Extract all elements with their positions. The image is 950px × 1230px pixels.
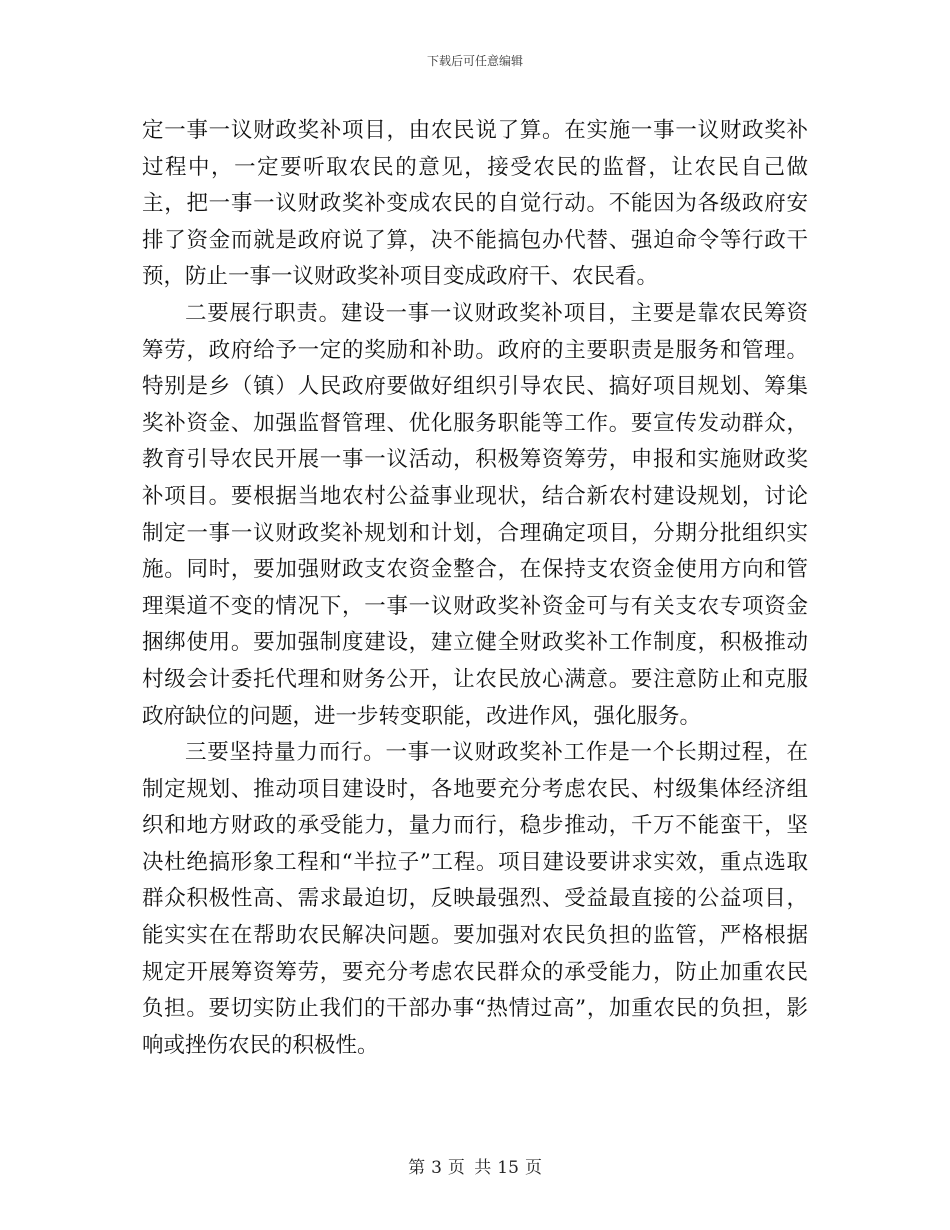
- footer-total-pages: 15: [497, 1158, 519, 1178]
- paragraph-continuation: 定一事一议财政奖补项目，由农民说了算。在实施一事一议财政奖补过程中，一定要听取农民的意见，接受农民的监督，让农民自己做主，把一事一议财政奖补变成农民的自觉行动。不能因为各级政府安排了资金而就是政府说了算，决不能搞包办代替、强迫命令等行政干预，防止一事一议财政奖补项目变成政府干、农民看。: [142, 118, 808, 290]
- page-header: 下载后可任意编辑: [426, 54, 523, 68]
- paragraph-duties: 二要展行职责。建设一事一议财政奖补项目，主要是靠农民筹资筹劳，政府给予一定的奖励和补助。政府的主要职责是服务和管理。特别是乡（镇）人民政府要做好组织引导农民、搞好项目规划、筹集奖补资金、加强监督管理、优化服务职能等工作。要宣传发动群众，教育引导农民开展一事一议活动，积极筹资筹劳，申报和实施财政奖补项目。要根据当地农村公益事业现状，结合新农村建设规划，讨论制定一事一议财政奖补规划和计划，合理确定项目，分期分批组织实施。同时，要加强财政支农资金整合，在保持支农资金使用方向和管理渠道不变的情况下，一事一议财政奖补资金可与有关支农专项资金捆绑使用。要加强制度建设，建立健全财政奖补工作制度，积极推动村级会计委托代理和财务公开，让农民放心满意。要注意防止和克服政府缺位的问题，进一步转变职能，改进作风，强化服务。: [142, 300, 808, 729]
- paragraph-capacity: 三要坚持量力而行。一事一议财政奖补工作是一个长期过程，在制定规划、推动项目建设时，各地要充分考虑农民、村级集体经济组织和地方财政的承受能力，量力而行，稳步推动，千万不能蛮干，坚决杜绝搞形象工程和“半拉子”工程。项目建设要讲求实效，重点选取群众积极性高、需求最迫切，反映最强烈、受益最直接的公益项目，能实实在在帮助农民解决问题。要加强对农民负担的监管，严格根据规定开展筹资筹劳，要充分考虑农民群众的承受能力，防止加重农民负担。要切实防止我们的干部办事“热情过高”，加重农民的负担，影响或挫伤农民的积极性。: [142, 740, 808, 1058]
- footer-middle: 页 共: [447, 1158, 492, 1178]
- footer-current-page: 3: [431, 1158, 442, 1178]
- footer-prefix: 第: [408, 1158, 426, 1178]
- footer-suffix: 页: [524, 1158, 542, 1178]
- document-body: [142, 113, 808, 1064]
- page-footer: [0, 1153, 950, 1178]
